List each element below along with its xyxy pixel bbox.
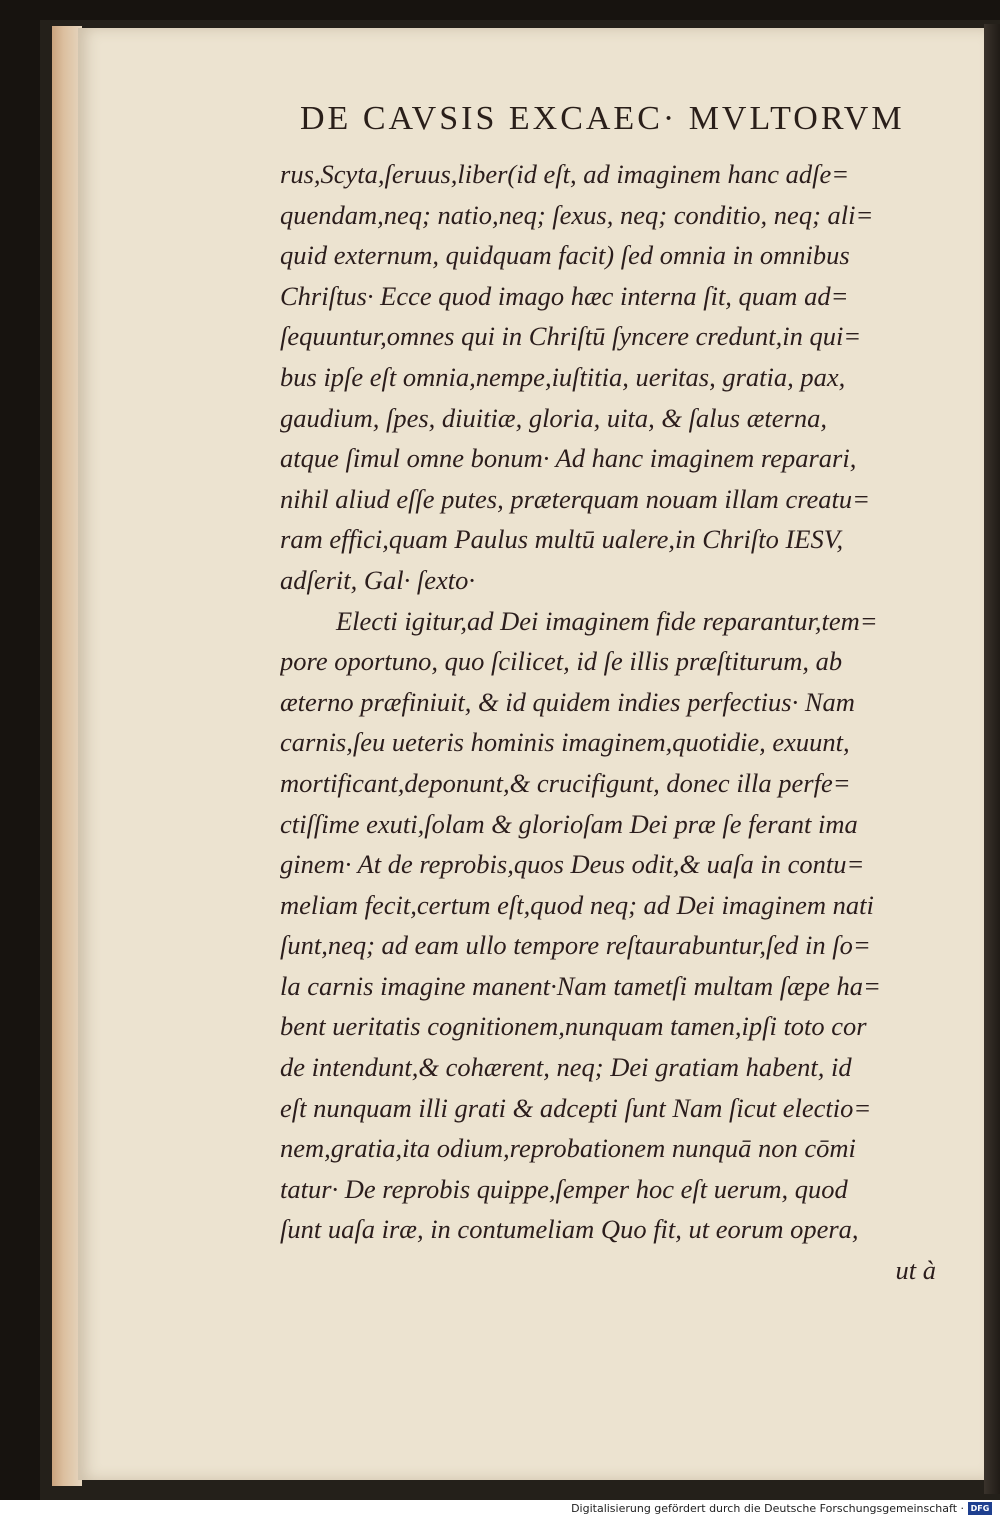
text-line: carnis,ſeu ueteris hominis imaginem,quotidie, exuunt, (280, 727, 850, 758)
text-line: atque ſimul omne bonum· Ad hanc imaginem reparari, (280, 443, 857, 474)
text-line: Electi igitur,ad Dei imaginem fide reparantur,tem= (336, 605, 878, 636)
text-line: rus,Scyta,ſeruus,liber(id eſt, ad imaginem hanc adſe= (280, 159, 850, 189)
text-line: ram effici,quam Paulus multū ualere,in Chriſto IESV, (280, 524, 844, 555)
text-line: ſunt,neq; ad eam ullo tempore reſtaurabuntur,ſed in ſo= (280, 930, 871, 961)
text-line: mortificant,deponunt,& crucifigunt, donec illa perfe= (280, 767, 851, 798)
text-line: gaudium, ſpes, diuitiæ, gloria, uita, & ſalus æterna, (280, 402, 827, 433)
catchword: ut à (895, 1255, 936, 1286)
text-line: nem,gratia,ita odium,reprobationem nunquā non cōmi (280, 1133, 856, 1164)
body-text (280, 154, 940, 1291)
text-line: ſequuntur,omnes qui in Chriſtū ſyncere credunt,in qui= (280, 321, 862, 352)
text-line: ginem· At de reprobis,quos Deus odit,& uaſa in contu= (280, 849, 865, 880)
dfg-logo-icon: DFG (968, 1502, 992, 1515)
text-line: tatur· De reprobis quippe,ſemper hoc eſt uerum, quod (280, 1173, 848, 1204)
funding-attribution: Digitalisierung gefördert durch die Deutsche Forschungsgemeinschaft · (571, 1502, 964, 1515)
text-line: æterno præfiniuit, & id quidem indies perfectius· Nam (280, 686, 855, 717)
text-line: bus ipſe eſt omnia,nempe,iuſtitia, ueritas, gratia, pax, (280, 361, 846, 392)
text-line: quendam,neq; natio,neq; ſexus, neq; conditio, neq; ali= (280, 199, 874, 230)
text-line: la carnis imagine manent·Nam tametſi multam ſæpe ha= (280, 970, 881, 1001)
text-line: eſt nunquam illi grati & adcepti ſunt Nam ſicut electio= (280, 1092, 872, 1123)
text-line: pore oportuno, quo ſcilicet, id ſe illis præſtiturum, ab (280, 646, 843, 677)
text-line: ſunt uaſa iræ, in contumeliam Quo fit, ut eorum opera, (280, 1214, 859, 1245)
text-line: adſerit, Gal· ſexto· (280, 564, 476, 595)
text-line: meliam fecit,certum eſt,quod neq; ad Dei imaginem nati (280, 889, 874, 920)
running-header: DE CAVSIS EXCAEC· MVLTORVM (300, 100, 905, 137)
text-line: nihil aliud eſſe putes, præterquam nouam illam creatu= (280, 483, 871, 514)
text-line: bent ueritatis cognitionem,nunquam tamen,ipſi toto cor (280, 1011, 867, 1042)
book-right-edge (984, 24, 1000, 1494)
text-line: quid externum, quidquam facit) ſed omnia in omnibus (280, 240, 850, 271)
text-line: de intendunt,& cohærent, neq; Dei gratiam habent, id (280, 1052, 852, 1083)
text-line: ctiſſime exuti,ſolam & glorioſam Dei præ ſe ferant ima (280, 808, 858, 839)
text-line: Chriſtus· Ecce quod imago hæc interna ſit, quam ad= (280, 280, 849, 311)
